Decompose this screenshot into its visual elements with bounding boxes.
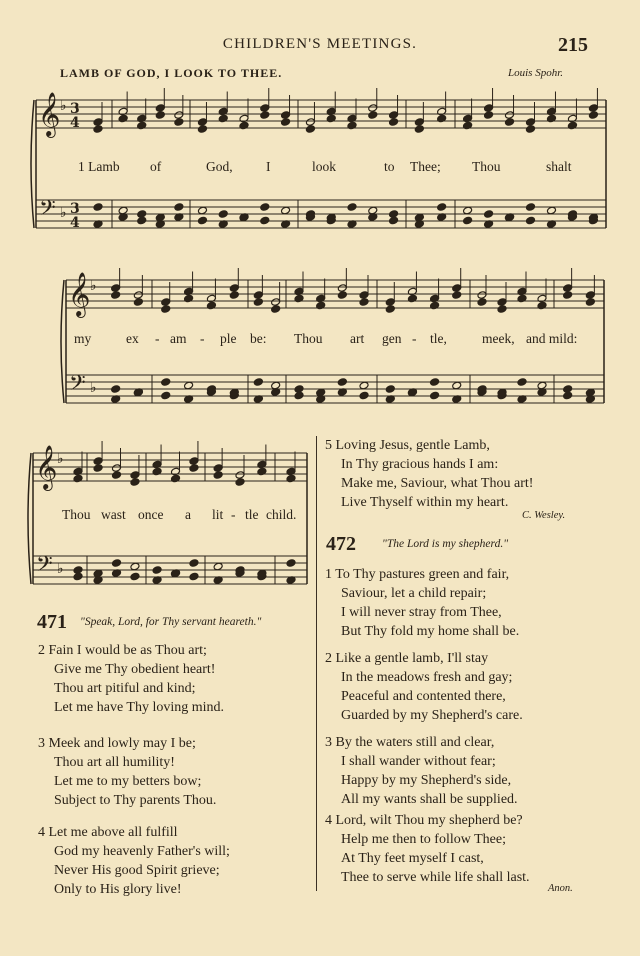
verse-line: Guarded by my Shepherd's care. [341, 708, 523, 723]
hymn-470-verse-5 [325, 436, 625, 512]
lyric-syllable: wast [101, 507, 126, 522]
lyrics-line-2 [0, 331, 640, 349]
note-head [337, 291, 347, 300]
composer-credit: Louis Spohr. [508, 67, 564, 79]
note-head [585, 291, 595, 300]
note-head [161, 305, 171, 314]
note-head [505, 118, 515, 127]
flat-sign: ♭ [60, 98, 67, 114]
verse-line: Peaceful and contented there, [341, 689, 506, 704]
note-head [389, 216, 399, 225]
note-head [111, 291, 121, 300]
note-head [281, 206, 291, 215]
note-head [197, 118, 207, 127]
note-head [497, 298, 507, 307]
note-head [430, 391, 440, 400]
lyric-syllable: and mild: [526, 331, 578, 346]
verse-line: 3 Meek and lowly may I be; [38, 736, 196, 751]
note-head [111, 385, 121, 394]
hymn-subtitle: "The Lord is my shepherd." [382, 538, 509, 550]
note-head [161, 391, 171, 400]
verse-line: 4 Lord, wilt Thou my shepherd be? [325, 813, 523, 828]
lyric-syllable: Thou [294, 331, 323, 346]
note-head [174, 111, 184, 120]
attribution: C. Wesley. [522, 510, 566, 521]
note-head [305, 118, 315, 127]
hymn-number: 472 [326, 533, 356, 555]
note-head [359, 291, 369, 300]
hymn-472-verse-2 [325, 649, 625, 725]
verse-line: Saviour, let a child repair; [341, 586, 487, 601]
lyric-syllable: Thou [62, 507, 91, 522]
verse-line: Let me have Thy loving mind. [54, 700, 225, 715]
note-head [218, 210, 228, 219]
time-signature: 4 [70, 115, 80, 131]
verse-line: 4 Let me above all fulfill [38, 825, 178, 840]
hymn-subtitle: "Speak, Lord, for Thy servant heareth." [80, 616, 262, 628]
note-head [546, 206, 556, 215]
verse-line: 3 By the waters still and clear, [325, 735, 495, 750]
note-head [368, 104, 378, 113]
note-head [229, 284, 239, 293]
note-head [93, 464, 103, 473]
note-head [588, 111, 598, 120]
verse-line: 1 To Thy pastures green and fair, [325, 567, 510, 582]
bass-clef: 𝄢 [69, 371, 86, 401]
note-head [93, 203, 103, 212]
lyric-syllable: tle [245, 507, 259, 522]
verse-line: 5 Loving Jesus, gentle Lamb, [325, 438, 490, 453]
note-head [197, 125, 207, 134]
hymn-472-verse-1 [325, 565, 625, 641]
note-head [189, 464, 199, 473]
note-head [452, 381, 462, 390]
note-head [253, 298, 263, 307]
running-header: CHILDREN'S MEETINGS. [222, 36, 418, 52]
note-head [463, 216, 473, 225]
bass-clef: 𝄢 [39, 196, 56, 226]
note-head [213, 464, 223, 473]
note-head [437, 203, 447, 212]
note-head [359, 391, 369, 400]
note-head [235, 478, 245, 487]
treble-clef: 𝄞 [35, 445, 58, 489]
note-head [477, 291, 487, 300]
note-head [271, 305, 281, 314]
note-head [213, 562, 223, 571]
hymn-472-verse-3 [325, 733, 625, 809]
page-number: 215 [558, 34, 588, 56]
note-head [389, 118, 399, 127]
lyric-syllable: art [350, 331, 365, 346]
lyric-syllable: lit [212, 507, 224, 522]
note-head [452, 291, 462, 300]
verse-line: Thee to serve while life shall last. [341, 870, 530, 885]
note-head [337, 378, 347, 387]
lyric-syllable: look [312, 159, 337, 174]
lyric-syllable: God, [206, 159, 233, 174]
lyric-syllable: Thou [472, 159, 501, 174]
note-head [526, 203, 536, 212]
lyric-syllable: am [170, 331, 187, 346]
verse-line: Give me Thy obedient heart! [54, 662, 216, 677]
note-head [260, 111, 270, 120]
note-head [271, 298, 281, 307]
verse-line: In Thy gracious hands I am: [341, 457, 499, 472]
verse-line: Make me, Saviour, what Thou art! [341, 476, 534, 491]
lyric-syllable: a [185, 507, 191, 522]
note-head [73, 572, 83, 581]
note-head [235, 471, 245, 480]
note-head [497, 305, 507, 314]
note-head [174, 118, 184, 127]
verse-line: At Thy feet myself I cast, [341, 851, 484, 866]
lyric-syllable: to [384, 159, 395, 174]
note-head [260, 216, 270, 225]
lyric-syllable: - [231, 507, 236, 522]
note-head [130, 572, 140, 581]
lyric-syllable: gen [382, 331, 402, 346]
time-signature: 3 [70, 201, 80, 217]
note-head [588, 104, 598, 113]
note-head [161, 378, 171, 387]
note-head [133, 298, 143, 307]
note-head [93, 118, 103, 127]
verse-line: Thou art pitiful and kind; [54, 681, 196, 696]
verse-line: Never His good Spirit grieve; [54, 863, 220, 878]
note-head [484, 210, 494, 219]
verse-line: Only to His glory live! [54, 882, 182, 897]
lyric-syllable: be: [250, 331, 267, 346]
note-head [112, 471, 122, 480]
flat-sign: ♭ [57, 561, 64, 577]
hymn-title: LAMB OF GOD, I LOOK TO THEE. [60, 66, 283, 80]
note-head [189, 559, 199, 568]
hymn-number: 471 [37, 611, 67, 633]
note-head [111, 284, 121, 293]
lyrics-line-1 [0, 159, 640, 177]
note-head [260, 203, 270, 212]
note-head [213, 471, 223, 480]
treble-clef: 𝄞 [68, 272, 91, 316]
verse-line: In the meadows fresh and gay; [341, 670, 513, 685]
lyric-syllable: my [74, 331, 92, 346]
lyric-syllable: of [150, 159, 162, 174]
hymn-471-verse-3 [38, 734, 308, 810]
flat-sign: ♭ [57, 451, 64, 467]
note-head [585, 298, 595, 307]
note-head [174, 203, 184, 212]
note-head [130, 562, 140, 571]
flat-sign: ♭ [60, 205, 67, 221]
note-head [112, 464, 122, 473]
note-head [305, 125, 315, 134]
note-head [385, 305, 395, 314]
note-head [484, 104, 494, 113]
note-head [197, 206, 207, 215]
column-divider [316, 436, 317, 891]
verse-line: Happy by my Shepherd's side, [341, 773, 512, 788]
note-head [347, 203, 357, 212]
attribution: Anon. [548, 883, 573, 894]
note-head [563, 291, 573, 300]
note-head [286, 559, 296, 568]
note-head [253, 378, 263, 387]
lyric-syllable: tle, [430, 331, 447, 346]
note-head [452, 284, 462, 293]
note-head [294, 391, 304, 400]
lyric-syllable: ex [126, 331, 139, 346]
note-head [137, 216, 147, 225]
verse-line: But Thy fold my home shall be. [341, 624, 520, 639]
note-head [385, 385, 395, 394]
note-head [563, 284, 573, 293]
lyric-syllable: child. [266, 507, 297, 522]
lyric-syllable: - [200, 331, 205, 346]
note-head [359, 298, 369, 307]
note-head [526, 125, 536, 134]
verse-line: 2 Like a gentle lamb, I'll stay [325, 651, 489, 666]
hymn-472-verse-4 [325, 811, 625, 887]
note-head [130, 471, 140, 480]
flat-sign: ♭ [90, 278, 97, 294]
hymn-471-verse-2 [38, 641, 308, 717]
lyric-syllable: I [266, 159, 271, 174]
note-head [253, 291, 263, 300]
verse-line: God my heavenly Father's will; [54, 844, 230, 859]
hymn-471-verse-4 [38, 823, 308, 899]
note-head [189, 457, 199, 466]
note-head [359, 381, 369, 390]
time-signature: 3 [70, 101, 80, 117]
bass-clef: 𝄢 [36, 552, 53, 582]
note-head [526, 118, 536, 127]
note-head [414, 118, 424, 127]
lyric-syllable: ple [220, 331, 237, 346]
verse-line: Live Thyself within my heart. [341, 495, 509, 510]
note-head [155, 104, 165, 113]
note-head [197, 216, 207, 225]
note-head [130, 478, 140, 487]
note-head [133, 291, 143, 300]
note-head [93, 125, 103, 134]
lyric-syllable: 1 Lamb [78, 159, 120, 174]
note-head [260, 104, 270, 113]
note-head [430, 378, 440, 387]
note-head [389, 111, 399, 120]
note-head [526, 216, 536, 225]
note-head [189, 572, 199, 581]
note-head [93, 457, 103, 466]
lyric-syllable: once [138, 507, 164, 522]
verse-line: Subject to Thy parents Thou. [54, 793, 217, 808]
note-head [161, 298, 171, 307]
note-head [517, 378, 527, 387]
lyric-syllable: meek, [482, 331, 515, 346]
verse-line: Let me to my betters bow; [54, 774, 202, 789]
note-head [229, 291, 239, 300]
lyric-syllable: - [412, 331, 417, 346]
note-head [184, 381, 194, 390]
time-signature: 4 [70, 215, 80, 231]
note-head [152, 566, 162, 575]
note-head [337, 284, 347, 293]
note-head [112, 559, 122, 568]
lyrics-line-3 [0, 507, 320, 525]
note-head [385, 298, 395, 307]
treble-clef: 𝄞 [38, 92, 61, 136]
lyric-syllable: - [155, 331, 160, 346]
note-head [563, 391, 573, 400]
flat-sign: ♭ [90, 380, 97, 396]
lyric-syllable: Thee; [410, 159, 441, 174]
note-head [484, 111, 494, 120]
note-head [477, 298, 487, 307]
note-head [414, 125, 424, 134]
verse-line: I shall wander without fear; [341, 754, 496, 769]
note-head [155, 111, 165, 120]
verse-line: All my wants shall be supplied. [341, 792, 518, 807]
note-head [505, 111, 515, 120]
note-head [463, 206, 473, 215]
note-head [281, 118, 291, 127]
verse-line: Help me then to follow Thee; [341, 832, 506, 847]
note-head [281, 111, 291, 120]
note-head [368, 111, 378, 120]
verse-line: Thou art all humility! [54, 755, 175, 770]
lyric-syllable: shalt [546, 159, 572, 174]
verse-line: 2 Fain I would be as Thou art; [38, 643, 207, 658]
verse-line: I will never stray from Thee, [341, 605, 502, 620]
